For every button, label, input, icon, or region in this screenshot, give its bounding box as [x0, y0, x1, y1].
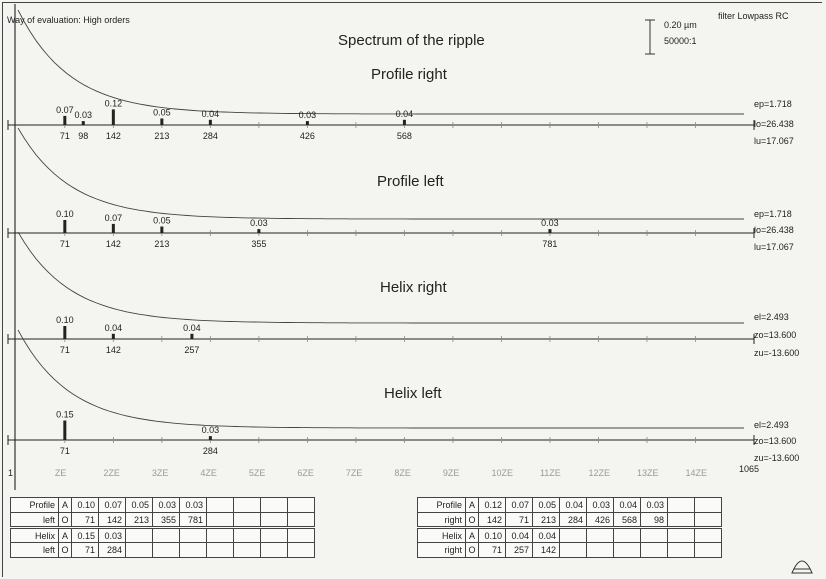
table-cell: [126, 528, 153, 543]
row-label: Helix: [11, 528, 59, 543]
table-cell: [641, 543, 668, 558]
table-cell: 257: [506, 543, 533, 558]
table-cell: [126, 543, 153, 558]
bar-profile-right-71: [63, 116, 66, 125]
param-helix-right-2: zu=-13.600: [754, 348, 800, 358]
row-key: A: [59, 528, 72, 543]
table-cell: 0.10: [72, 498, 99, 513]
table-cell: [668, 543, 695, 558]
row-label: left: [11, 513, 59, 528]
bar-helix-right-142: [112, 334, 115, 339]
x-axis-start-label: 1: [8, 468, 14, 478]
order-label-profile-left-71: 71: [59, 239, 70, 249]
order-label-helix-right-257: 257: [184, 345, 200, 355]
amplitude-label-profile-right-98: 0.03: [74, 110, 93, 121]
table-cell: 0.07: [99, 498, 126, 513]
row-key: O: [466, 513, 479, 528]
param-helix-left-2: zu=-13.600: [754, 453, 800, 463]
amplitude-label-profile-left-71: 0.10: [56, 209, 74, 219]
panel-title-helix-right: Helix right: [380, 279, 447, 296]
amplitude-label-profile-right-284: 0.04: [201, 108, 220, 119]
bar-profile-right-98: [82, 121, 85, 125]
table-cell: [261, 498, 288, 513]
table-cell: [695, 498, 722, 513]
table-cell: [614, 543, 641, 558]
amplitude-label-helix-right-142: 0.04: [104, 322, 123, 333]
table-cell: [668, 513, 695, 528]
order-label-profile-left-781: 781: [542, 239, 558, 249]
order-label-profile-right-284: 284: [202, 131, 218, 141]
param-profile-right-1: lo=26.438: [754, 119, 794, 129]
x-tick-label-11ze: 11ZE: [539, 468, 561, 478]
table-cell: 0.12: [479, 498, 506, 513]
row-key: A: [466, 498, 479, 513]
table-cell: 0.04: [614, 498, 641, 513]
amplitude-label-profile-right-71: 0.07: [56, 104, 74, 115]
bar-profile-left-71: [63, 220, 66, 233]
table-cell: [560, 528, 587, 543]
amplitude-label-profile-right-426: 0.03: [298, 110, 317, 121]
row-label: left: [11, 543, 59, 558]
order-label-profile-right-98: 98: [78, 131, 89, 141]
table-cell: [587, 543, 614, 558]
param-profile-left-2: lu=17.067: [754, 242, 794, 252]
table-cell: [207, 513, 234, 528]
amplitude-label-profile-right-213: 0.05: [153, 107, 171, 118]
table-cell: [288, 513, 315, 528]
table-cell: [234, 543, 261, 558]
bar-profile-right-142: [112, 109, 115, 125]
bar-profile-right-426: [306, 121, 309, 125]
amplitude-label-profile-right-568: 0.04: [395, 108, 414, 119]
x-tick-label-2ze: 2ZE: [103, 468, 120, 478]
table-cell: 142: [99, 513, 126, 528]
table-cell: 142: [533, 543, 560, 558]
table-cell: 71: [506, 513, 533, 528]
table-cell: 71: [479, 543, 506, 558]
x-axis-end-label: 1065: [739, 464, 760, 474]
amplitude-label-profile-left-355: 0.03: [250, 218, 268, 229]
table-cell: 568: [614, 513, 641, 528]
x-tick-label-5ze: 5ZE: [248, 468, 266, 478]
limit-curve-profile-right: [18, 10, 744, 114]
table-cell: 284: [99, 543, 126, 558]
order-label-profile-left-213: 213: [154, 239, 170, 249]
x-tick-label-10ze: 10ZE: [491, 468, 513, 478]
table-cell: 71: [72, 513, 99, 528]
bar-helix-right-257: [190, 334, 193, 339]
row-label: right: [418, 543, 466, 558]
table-cell: 355: [153, 513, 180, 528]
table-cell: 0.15: [72, 528, 99, 543]
table-cell: [560, 543, 587, 558]
table-cell: [261, 528, 288, 543]
order-label-helix-right-142: 142: [105, 345, 121, 355]
order-label-profile-right-568: 568: [396, 131, 412, 141]
table-row: [11, 543, 315, 558]
table-cell: [587, 528, 614, 543]
amplitude-label-profile-left-213: 0.05: [153, 215, 171, 226]
order-label-profile-right-426: 426: [299, 131, 315, 141]
filter-label: filter Lowpass RC: [718, 11, 789, 21]
table-cell: 213: [126, 513, 153, 528]
param-profile-left-0: ep=1.718: [754, 209, 792, 219]
limit-curve-helix-left: [18, 330, 744, 428]
table-right: [417, 497, 722, 558]
x-tick-label-3ze: 3ZE: [151, 468, 169, 478]
row-key: O: [59, 513, 72, 528]
order-label-helix-left-284: 284: [202, 446, 218, 456]
x-tick-label-ze: ZE: [54, 468, 67, 478]
x-tick-label-13ze: 13ZE: [636, 468, 659, 478]
table-cell: [695, 543, 722, 558]
scale-ratio: 50000:1: [664, 36, 697, 46]
panel-title-profile-left: Profile left: [377, 173, 444, 190]
table-cell: 71: [72, 543, 99, 558]
table-cell: [288, 528, 315, 543]
param-helix-left-1: zo=13.600: [754, 436, 797, 446]
table-cell: 426: [587, 513, 614, 528]
table-cell: 98: [641, 513, 668, 528]
table-cell: [234, 513, 261, 528]
row-label: right: [418, 513, 466, 528]
table-cell: [234, 498, 261, 513]
evaluation-label: Way of evaluation: High orders: [7, 15, 130, 25]
order-label-profile-left-142: 142: [105, 239, 121, 249]
table-left: [10, 497, 315, 558]
table-row: [11, 513, 315, 528]
table-cell: 0.04: [560, 498, 587, 513]
order-label-profile-left-355: 355: [251, 239, 267, 249]
row-label: Profile: [11, 498, 59, 513]
table-cell: [207, 498, 234, 513]
table-cell: 0.04: [506, 528, 533, 543]
amplitude-label-helix-right-71: 0.10: [56, 315, 74, 325]
bar-profile-left-355: [257, 229, 260, 233]
row-key: O: [59, 543, 72, 558]
table-cell: [641, 528, 668, 543]
table-cell: [207, 528, 234, 543]
table-cell: 0.03: [641, 498, 668, 513]
table-cell: 142: [479, 513, 506, 528]
row-key: A: [59, 498, 72, 513]
chart-title: Spectrum of the ripple: [338, 32, 485, 49]
table-row: [11, 498, 315, 513]
order-label-helix-right-71: 71: [59, 345, 70, 355]
table-cell: [261, 513, 288, 528]
row-label: Profile: [418, 498, 466, 513]
table-cell: 0.03: [99, 528, 126, 543]
table-cell: [153, 528, 180, 543]
table-cell: [695, 513, 722, 528]
bar-profile-right-568: [403, 120, 406, 125]
table-cell: [288, 498, 315, 513]
bar-profile-right-213: [160, 119, 163, 126]
amplitude-label-profile-left-142: 0.07: [104, 212, 123, 223]
table-cell: [180, 543, 207, 558]
param-profile-right-2: lu=17.067: [754, 136, 794, 146]
table-row: [418, 543, 722, 558]
x-tick-label-12ze: 12ZE: [588, 468, 610, 478]
row-key: O: [466, 543, 479, 558]
amplitude-label-helix-right-257: 0.04: [183, 322, 201, 333]
bar-profile-left-142: [112, 224, 115, 233]
amplitude-label-profile-left-781: 0.03: [541, 218, 559, 229]
table-cell: 0.03: [587, 498, 614, 513]
table-cell: [668, 528, 695, 543]
table-cell: 0.10: [479, 528, 506, 543]
table-row: [418, 513, 722, 528]
table-cell: [234, 528, 261, 543]
param-profile-right-0: ep=1.718: [754, 99, 792, 109]
table-cell: 284: [560, 513, 587, 528]
x-tick-label-8ze: 8ZE: [394, 468, 411, 478]
limit-curve-profile-left: [18, 128, 744, 219]
table-cell: 0.07: [506, 498, 533, 513]
table-cell: 0.05: [126, 498, 153, 513]
param-helix-left-0: el=2.493: [754, 420, 789, 430]
table-row: [11, 528, 315, 543]
table-row: [418, 528, 722, 543]
table-cell: [153, 543, 180, 558]
panel-title-helix-left: Helix left: [384, 385, 442, 402]
amplitude-label-helix-left-284: 0.03: [201, 425, 220, 436]
order-label-profile-right-213: 213: [154, 131, 170, 141]
x-tick-label-14ze: 14ZE: [685, 468, 707, 478]
table-cell: [614, 528, 641, 543]
x-tick-label-9ze: 9ZE: [442, 468, 460, 478]
bar-helix-right-71: [63, 326, 66, 339]
bar-profile-left-781: [548, 229, 551, 233]
bar-profile-right-284: [209, 120, 212, 125]
x-tick-label-6ze: 6ZE: [297, 468, 314, 478]
table-cell: 0.03: [180, 498, 207, 513]
amplitude-label-profile-right-142: 0.12: [104, 98, 123, 109]
param-profile-left-1: lo=26.438: [754, 225, 794, 235]
panel-title-profile-right: Profile right: [371, 66, 447, 83]
param-helix-right-0: el=2.493: [754, 312, 789, 322]
order-label-helix-left-71: 71: [59, 446, 70, 456]
table-cell: [180, 528, 207, 543]
bar-helix-left-284: [209, 436, 212, 440]
bar-helix-left-71: [63, 421, 66, 441]
row-label: Helix: [418, 528, 466, 543]
order-label-profile-right-142: 142: [105, 131, 121, 141]
table-row: [418, 498, 722, 513]
table-cell: [207, 543, 234, 558]
scale-value: 0.20 µm: [664, 20, 697, 30]
x-tick-label-7ze: 7ZE: [345, 468, 363, 478]
table-cell: 781: [180, 513, 207, 528]
table-cell: 0.05: [533, 498, 560, 513]
limit-curve-helix-right: [18, 232, 744, 323]
table-cell: 0.04: [533, 528, 560, 543]
table-cell: 213: [533, 513, 560, 528]
row-key: A: [466, 528, 479, 543]
table-cell: [288, 543, 315, 558]
x-tick-label-4ze: 4ZE: [200, 468, 217, 478]
amplitude-label-helix-left-71: 0.15: [56, 409, 74, 420]
table-cell: [668, 498, 695, 513]
param-helix-right-1: zo=13.600: [754, 330, 797, 340]
order-label-profile-right-71: 71: [59, 131, 70, 141]
table-cell: [261, 543, 288, 558]
table-cell: 0.03: [153, 498, 180, 513]
table-cell: [695, 528, 722, 543]
warning-triangle-icon: [790, 553, 814, 575]
bar-profile-left-213: [160, 227, 163, 234]
